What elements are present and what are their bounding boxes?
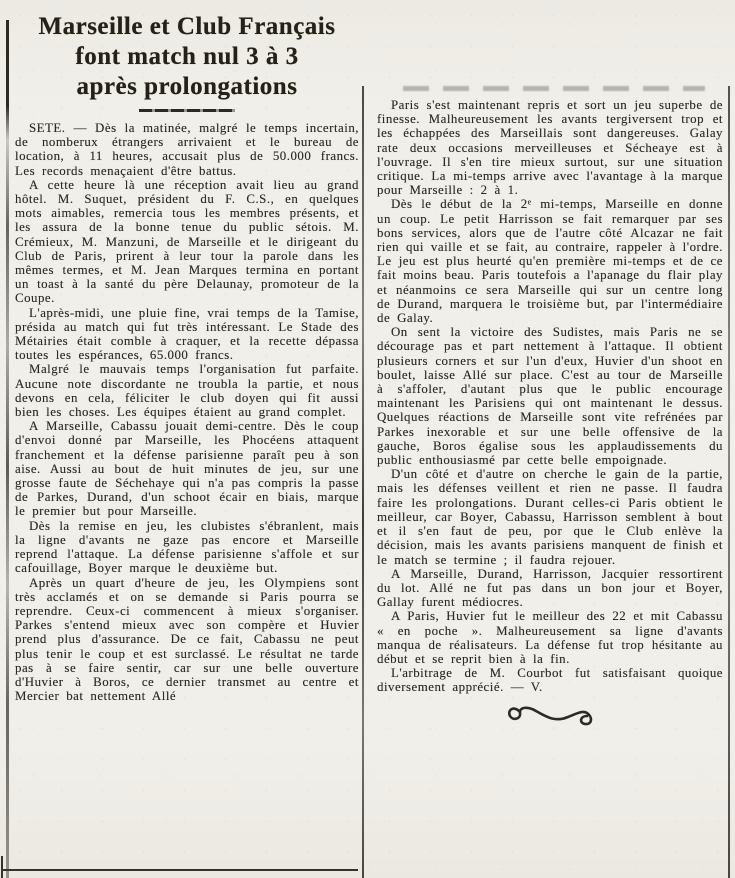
left-edge-column-rule <box>6 20 9 878</box>
cut-off-text-fragment <box>403 86 705 91</box>
column-divider-rule <box>362 86 364 878</box>
headline-divider-rule <box>139 109 235 112</box>
headline-line: Marseille et Club Français <box>38 13 336 40</box>
next-article-box-top-rule <box>1 869 358 871</box>
paragraph: L'arbitrage de M. Courbot fut satisfaisant quoique diversement apprécié. — V. <box>377 666 723 695</box>
left-column <box>15 12 359 703</box>
paragraph: Paris s'est maintenant repris et sort un jeu superbe de finesse. Malheureusement les avants tergiversent trop et les échappées des Marseillais sont dangereuses. Galay rate deux occasions merveilleuses et Sécheaye est à l'ouvrage. Il s'en tire mieux surtout, sur une situation critique. La mi-temps arrive avec l'avantage à la marque pour Marseille : 2 à 1. <box>377 98 723 198</box>
paragraph: L'après-midi, une pluie fine, vrai temps de la Tamise, présida au match qui fut très intéressant. Le Stade des Métairies était comble à craquer, et la recette dépassa toutes les espérances, 65.000 francs. <box>15 305 359 363</box>
headline-line: après prolongations <box>76 73 298 100</box>
right-edge-column-rule <box>728 86 730 878</box>
paragraph: Après un quart d'heure de jeu, les Olympiens sont très acclamés et on se demande si Paris pourra se reprendre. Ceux-ci commencent à mieux s'organiser. Parkes s'entend mieux avec son compère et Huvier prend plus d'assurance. De ce fait, Cabassu ne peut plus tenir le coup et est surclassé. Le résultat ne tarde pas à se faire sentir, car sur une belle ouverture d'Huvier à Boros, ce dernier transmet au centre et Mercier bat nettement Allé <box>15 575 359 704</box>
paragraph: SETE. — Dès la matinée, malgré le temps incertain, de nomberux étrangers arrivaient et le bureau de location, à 11 heures, accusait plus de 50.000 francs. Les records menaçaient d'être battus. <box>15 121 359 178</box>
paragraph: A cette heure là une réception avait lieu au grand hôtel. M. Suquet, président du F. C.S., en quelques mots aimables, remercia tous les membres présents, et les assura de la bonne tenue du public sétois. M. Crémieux, M. Manzuni, de Marseille et le dirigeant du Club de Paris, prirent à leur tour la parole dans les mêmes termes, et M. Jean Marques termina en portant un toast à la santé du père Delaunay, promoteur de la Coupe. <box>15 177 359 306</box>
paragraph: Malgré le mauvais temps l'organisation fut parfaite. Aucune note discordante ne troubla la partie, et nous devons en cela, féliciter le club doyen qui fit aussi bien les choses. Les équipes étaient au grand complet. <box>15 362 359 420</box>
right-column-body <box>377 98 723 695</box>
end-flourish-wrap <box>377 703 723 734</box>
paragraph: D'un côté et d'autre on cherche le gain de la partie, mais les défenses veillent et rien ne passe. Il faudra faire les prolongations. Durant celles-ci Paris obtient le meilleur, car Boyer, Cabassu, Harrisson semblent à bout et il s'en faut de peu, por que le Club enlève la décision, mais les avants parisiens manquent de finish et le match se termine ; il faudra rejouer. <box>377 467 723 567</box>
paragraph: On sent la victoire des Sudistes, mais Paris ne se décourage pas et part nettement à l'attaque. Il obtient plusieurs corners et sur l'un d'eux, Huvier d'un shoot en boulet, laisse Allé sur place. C'est au tour de Marseille à s'affoler, d'autant plus que le public encourage maintenant les Parisiens qui ont maintenant le dessus. Quelques réactions de Marseille sont vite refrénées par Parkes inexorable et sur une belle offensive de la gauche, Boros égalise sous les applaudissements du public enthousiasmé par cette belle empoignade. <box>377 325 723 468</box>
paragraph: Dès le début de la 2ᵉ mi-temps, Marseille en donne un coup. Le petit Harrisson se fait remarquer par ses bons services, alors que de l'autre côté Alcazar ne fait rien qui vaille et se fait, au contraire, rappeler à l'ordre. Le jeu est plus heurté qu'en première mi-temps et de ce fait moins beau. Paris toutefois a l'apanage du flair play et néanmoins ce sera Marseille qui sur un centre long de Durand, marquera le troisième but, par l'intermédiaire de Galay. <box>377 197 723 326</box>
right-column <box>377 84 723 734</box>
paragraph: A Marseille, Durand, Harrisson, Jacquier ressortirent du lot. Allé ne fut pas dans un bon jour et Boyer, Gallay furent médiocres. <box>377 566 723 610</box>
paragraph: A Paris, Huvier fut le meilleur des 22 et mit Cabassu « en poche ». Malheureusement sa ligne d'avants manqua de réalisateurs. La défense fut trop hésitante au début et se reprit bien à la fin. <box>377 609 723 666</box>
paragraph: A Marseille, Cabassu jouait demi-centre. Dès le coup d'envoi donné par Marseille, les Phocéens attaquent franchement et la défense parisienne paraît peu à son aise. Aussi au bout de huit minutes de jeu, sur une grosse faute de Séchehaye qui n'a pas compris la passe de Parkes, Durand, d'un schoot écair en biais, marque le premier but pour Marseille. <box>15 419 359 519</box>
left-column-body <box>15 121 359 703</box>
headline-line: font match nul 3 à 3 <box>75 43 299 70</box>
paragraph: Dès la remise en jeu, les clubistes s'ébranlent, mais la ligne d'avants ne gaze pas encore et Marseille reprend l'attaque. La défense parisienne s'affole et sur cafouillage, Boyer marque le deuxième but. <box>15 518 359 576</box>
article-headline <box>15 12 359 102</box>
end-flourish-ornament <box>504 703 596 729</box>
next-article-box-side-rule <box>1 856 3 878</box>
